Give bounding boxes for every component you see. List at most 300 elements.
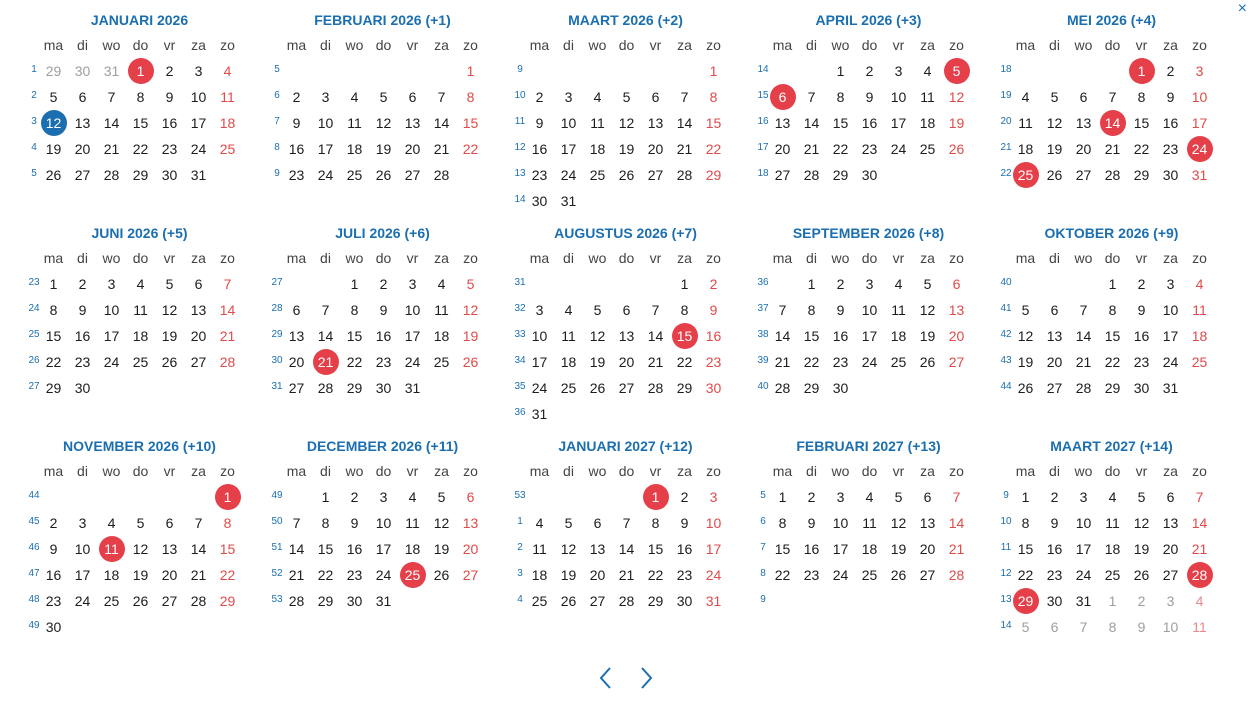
day-cell[interactable]: 24 [375,567,392,583]
day-cell[interactable]: 12 [433,515,450,531]
day-cell[interactable]: 10 [103,302,120,318]
day-cell[interactable]: 5 [1021,619,1030,635]
day-cell[interactable]: 1 [1108,276,1117,292]
day-cell[interactable]: 30 [1133,380,1150,396]
day-cell[interactable]: 29 [647,593,664,609]
day-cell[interactable]: 11 [220,89,235,105]
day-cell[interactable]: 3 [1166,593,1175,609]
day-cell[interactable]: 15 [132,115,149,131]
day-cell[interactable]: 12 [39,110,68,136]
day-cell[interactable]: 25 [560,380,577,396]
day-cell[interactable]: 28 [803,167,820,183]
day-cell[interactable]: 18 [531,567,548,583]
day-cell[interactable]: 9 [1050,515,1059,531]
day-cell[interactable]: 14 [774,328,791,344]
day-cell[interactable]: 16 [1133,328,1150,344]
day-cell[interactable]: 9 [292,115,301,131]
day-cell[interactable]: 30 [1046,593,1063,609]
day-cell[interactable]: 30 [531,193,548,209]
day-cell[interactable]: 20 [774,141,791,157]
day-cell[interactable]: 14 [1075,328,1092,344]
day-cell[interactable]: 7 [292,515,301,531]
month-title[interactable]: JANUARI 2026 [90,12,189,28]
day-cell[interactable]: 24 [861,354,878,370]
day-cell[interactable]: 16 [803,541,820,557]
day-cell[interactable]: 4 [437,276,446,292]
day-cell[interactable]: 2 [78,276,87,292]
day-cell[interactable]: 25 [103,593,120,609]
month-title[interactable]: SEPTEMBER 2026 (+8) [792,225,945,241]
day-cell[interactable]: 29 [132,167,149,183]
day-cell[interactable]: 18 [919,115,936,131]
day-cell[interactable]: 17 [861,328,878,344]
day-cell[interactable]: 27 [647,167,664,183]
day-cell[interactable]: 27 [1046,380,1063,396]
month-title[interactable]: OKTOBER 2026 (+9) [1044,225,1179,241]
day-cell[interactable]: 9 [836,302,845,318]
day-cell[interactable]: 1 [126,58,155,84]
day-cell[interactable]: 8 [807,302,816,318]
day-cell[interactable]: 15 [462,115,479,131]
day-cell[interactable]: 6 [1050,619,1059,635]
day-cell[interactable]: 12 [161,302,178,318]
day-cell[interactable]: 9 [1166,89,1175,105]
day-cell[interactable]: 31 [404,380,421,396]
day-cell[interactable]: 14 [317,328,334,344]
close-button[interactable]: × [1237,0,1247,17]
day-cell[interactable]: 18 [861,541,878,557]
day-cell[interactable]: 24 [404,354,421,370]
day-cell[interactable]: 1 [213,484,242,510]
day-cell[interactable]: 18 [560,354,577,370]
day-cell[interactable]: 13 [647,115,664,131]
day-cell[interactable]: 14 [803,115,820,131]
day-cell[interactable]: 16 [861,115,878,131]
day-cell[interactable]: 11 [590,115,605,131]
day-cell[interactable]: 7 [194,515,203,531]
day-cell[interactable]: 22 [45,354,62,370]
day-cell[interactable]: 9 [709,302,718,318]
day-cell[interactable]: 21 [1191,541,1208,557]
day-cell[interactable]: 3 [535,302,544,318]
day-cell[interactable]: 23 [676,567,693,583]
day-cell[interactable]: 4 [1108,489,1117,505]
day-cell[interactable]: 1 [709,63,718,79]
day-cell[interactable]: 22 [774,567,791,583]
day-cell[interactable]: 5 [923,276,932,292]
day-cell[interactable]: 26 [618,167,635,183]
day-cell[interactable]: 22 [1017,567,1034,583]
day-cell[interactable]: 15 [219,541,236,557]
day-cell[interactable]: 24 [1162,354,1179,370]
month-title[interactable]: JANUARI 2027 (+12) [558,438,693,454]
day-cell[interactable]: 6 [1079,89,1088,105]
day-cell[interactable]: 23 [161,141,178,157]
day-cell[interactable]: 7 [321,302,330,318]
day-cell[interactable]: 23 [832,354,849,370]
day-cell[interactable]: 3 [1195,63,1204,79]
day-cell[interactable]: 8 [1021,515,1030,531]
day-cell[interactable]: 18 [890,328,907,344]
day-cell[interactable]: 24 [74,593,91,609]
day-cell[interactable]: 24 [531,380,548,396]
day-cell[interactable]: 30 [346,593,363,609]
day-cell[interactable]: 5 [593,302,602,318]
day-cell[interactable]: 2 [1137,593,1146,609]
day-cell[interactable]: 15 [705,115,722,131]
day-cell[interactable]: 8 [49,302,58,318]
day-cell[interactable]: 1 [350,276,359,292]
day-cell[interactable]: 23 [705,354,722,370]
day-cell[interactable]: 17 [190,115,207,131]
day-cell[interactable]: 8 [1137,89,1146,105]
day-cell[interactable]: 11 [405,515,420,531]
day-cell[interactable]: 10 [190,89,207,105]
day-cell[interactable]: 28 [1075,380,1092,396]
day-cell[interactable]: 12 [1046,115,1063,131]
day-cell[interactable]: 19 [890,541,907,557]
day-cell[interactable]: 28 [190,593,207,609]
day-cell[interactable]: 5 [1137,489,1146,505]
day-cell[interactable]: 26 [132,593,149,609]
day-cell[interactable]: 4 [535,515,544,531]
day-cell[interactable]: 29 [705,167,722,183]
day-cell[interactable]: 2 [865,63,874,79]
day-cell[interactable]: 6 [651,89,660,105]
day-cell[interactable]: 22 [132,141,149,157]
day-cell[interactable]: 26 [433,567,450,583]
day-cell[interactable]: 6 [1166,489,1175,505]
day-cell[interactable]: 10 [1191,89,1208,105]
day-cell[interactable]: 7 [651,302,660,318]
day-cell[interactable]: 10 [861,302,878,318]
day-cell[interactable]: 23 [375,354,392,370]
day-cell[interactable]: 26 [560,593,577,609]
day-cell[interactable]: 19 [433,541,450,557]
day-cell[interactable]: 21 [803,141,820,157]
day-cell[interactable]: 7 [1079,302,1088,318]
day-cell[interactable]: 1 [1127,58,1156,84]
day-cell[interactable]: 2 [680,489,689,505]
month-title[interactable]: MEI 2026 (+4) [1066,12,1157,28]
day-cell[interactable]: 15 [317,541,334,557]
day-cell[interactable]: 25 [1011,162,1040,188]
day-cell[interactable]: 12 [462,302,479,318]
day-cell[interactable]: 30 [676,593,693,609]
day-cell[interactable]: 16 [531,141,548,157]
day-cell[interactable]: 17 [404,328,421,344]
day-cell[interactable]: 11 [920,89,935,105]
day-cell[interactable]: 13 [404,115,421,131]
day-cell[interactable]: 18 [589,141,606,157]
day-cell[interactable]: 29 [832,167,849,183]
day-cell[interactable]: 13 [161,541,178,557]
day-cell[interactable]: 23 [803,567,820,583]
day-cell[interactable]: 20 [462,541,479,557]
day-cell[interactable]: 21 [676,141,693,157]
day-cell[interactable]: 8 [680,302,689,318]
day-cell[interactable]: 29 [346,380,363,396]
day-cell[interactable]: 28 [647,380,664,396]
day-cell[interactable]: 27 [919,567,936,583]
day-cell[interactable]: 25 [890,354,907,370]
day-cell[interactable]: 17 [103,328,120,344]
day-cell[interactable]: 8 [651,515,660,531]
day-cell[interactable]: 28 [1185,562,1214,588]
day-cell[interactable]: 19 [1017,354,1034,370]
day-cell[interactable]: 15 [647,541,664,557]
day-cell[interactable]: 20 [919,541,936,557]
day-cell[interactable]: 22 [676,354,693,370]
day-cell[interactable]: 29 [803,380,820,396]
day-cell[interactable]: 16 [375,328,392,344]
day-cell[interactable]: 10 [1162,619,1179,635]
day-cell[interactable]: 25 [1104,567,1121,583]
day-cell[interactable]: 6 [194,276,203,292]
day-cell[interactable]: 23 [531,167,548,183]
day-cell[interactable]: 6 [622,302,631,318]
day-cell[interactable]: 4 [593,89,602,105]
day-cell[interactable]: 1 [680,276,689,292]
day-cell[interactable]: 23 [45,593,62,609]
day-cell[interactable]: 2 [836,276,845,292]
day-cell[interactable]: 11 [561,328,576,344]
day-cell[interactable]: 1 [1021,489,1030,505]
day-cell[interactable]: 29 [1011,588,1040,614]
day-cell[interactable]: 5 [437,489,446,505]
day-cell[interactable]: 14 [1098,110,1127,136]
day-cell[interactable]: 19 [589,354,606,370]
day-cell[interactable]: 17 [890,115,907,131]
day-cell[interactable]: 10 [560,115,577,131]
day-cell[interactable]: 4 [223,63,232,79]
month-title[interactable]: APRIL 2026 (+3) [815,12,922,28]
day-cell[interactable]: 26 [375,167,392,183]
day-cell[interactable]: 15 [346,328,363,344]
day-cell[interactable]: 4 [1195,593,1204,609]
day-cell[interactable]: 22 [1104,354,1121,370]
day-cell[interactable]: 14 [103,115,120,131]
day-cell[interactable]: 23 [1133,354,1150,370]
day-cell[interactable]: 28 [948,567,965,583]
day-cell[interactable]: 10 [1075,515,1092,531]
day-cell[interactable]: 24 [1185,136,1214,162]
day-cell[interactable]: 11 [1018,115,1033,131]
day-cell[interactable]: 29 [676,380,693,396]
day-cell[interactable]: 3 [894,63,903,79]
day-cell[interactable]: 12 [560,541,577,557]
day-cell[interactable]: 2 [49,515,58,531]
day-cell[interactable]: 4 [1195,276,1204,292]
day-cell[interactable]: 21 [774,354,791,370]
day-cell[interactable]: 13 [1046,328,1063,344]
day-cell[interactable]: 3 [408,276,417,292]
day-cell[interactable]: 30 [74,63,91,79]
day-cell[interactable]: 5 [942,58,971,84]
day-cell[interactable]: 5 [1050,89,1059,105]
day-cell[interactable]: 21 [948,541,965,557]
day-cell[interactable]: 5 [379,89,388,105]
day-cell[interactable]: 16 [1046,541,1063,557]
day-cell[interactable]: 15 [1017,541,1034,557]
day-cell[interactable]: 14 [647,328,664,344]
day-cell[interactable]: 25 [132,354,149,370]
day-cell[interactable]: 21 [190,567,207,583]
day-cell[interactable]: 17 [560,141,577,157]
month-title[interactable]: FEBRUARI 2026 (+1) [314,12,451,28]
day-cell[interactable]: 18 [346,141,363,157]
prev-button[interactable] [593,664,619,692]
day-cell[interactable]: 3 [379,489,388,505]
day-cell[interactable]: 30 [161,167,178,183]
day-cell[interactable]: 21 [1104,141,1121,157]
day-cell[interactable]: 11 [347,115,362,131]
day-cell[interactable]: 4 [1021,89,1030,105]
day-cell[interactable]: 16 [288,141,305,157]
day-cell[interactable]: 7 [107,89,116,105]
day-cell[interactable]: 13 [462,515,479,531]
day-cell[interactable]: 21 [618,567,635,583]
day-cell[interactable]: 15 [1104,328,1121,344]
day-cell[interactable]: 19 [948,115,965,131]
day-cell[interactable]: 28 [219,354,236,370]
day-cell[interactable]: 8 [836,89,845,105]
day-cell[interactable]: 22 [705,141,722,157]
day-cell[interactable]: 21 [219,328,236,344]
day-cell[interactable]: 12 [375,115,392,131]
day-cell[interactable]: 17 [1075,541,1092,557]
day-cell[interactable]: 22 [803,354,820,370]
day-cell[interactable]: 24 [317,167,334,183]
day-cell[interactable]: 24 [890,141,907,157]
day-cell[interactable]: 14 [676,115,693,131]
day-cell[interactable]: 27 [1162,567,1179,583]
day-cell[interactable]: 25 [219,141,236,157]
day-cell[interactable]: 15 [803,328,820,344]
day-cell[interactable]: 1 [321,489,330,505]
day-cell[interactable]: 24 [1075,567,1092,583]
day-cell[interactable]: 29 [45,63,62,79]
day-cell[interactable]: 19 [919,328,936,344]
day-cell[interactable]: 9 [1137,619,1146,635]
day-cell[interactable]: 18 [1191,328,1208,344]
day-cell[interactable]: 25 [919,141,936,157]
day-cell[interactable]: 6 [1050,302,1059,318]
day-cell[interactable]: 10 [890,89,907,105]
day-cell[interactable]: 9 [78,302,87,318]
day-cell[interactable]: 23 [1046,567,1063,583]
day-cell[interactable]: 13 [919,515,936,531]
day-cell[interactable]: 8 [321,515,330,531]
day-cell[interactable]: 25 [589,167,606,183]
day-cell[interactable]: 28 [433,167,450,183]
day-cell[interactable]: 30 [74,380,91,396]
day-cell[interactable]: 3 [865,276,874,292]
day-cell[interactable]: 19 [462,328,479,344]
day-cell[interactable]: 29 [219,593,236,609]
day-cell[interactable]: 21 [1075,354,1092,370]
day-cell[interactable]: 10 [317,115,334,131]
day-cell[interactable]: 3 [1166,276,1175,292]
day-cell[interactable]: 26 [919,354,936,370]
day-cell[interactable]: 2 [292,89,301,105]
day-cell[interactable]: 5 [165,276,174,292]
day-cell[interactable]: 26 [890,567,907,583]
day-cell[interactable]: 16 [1162,115,1179,131]
day-cell[interactable]: 22 [1133,141,1150,157]
day-cell[interactable]: 27 [161,593,178,609]
day-cell[interactable]: 11 [891,302,906,318]
day-cell[interactable]: 11 [97,536,126,562]
day-cell[interactable]: 11 [1192,619,1207,635]
day-cell[interactable]: 19 [132,567,149,583]
day-cell[interactable]: 13 [1162,515,1179,531]
day-cell[interactable]: 6 [923,489,932,505]
day-cell[interactable]: 26 [1133,567,1150,583]
day-cell[interactable]: 22 [317,567,334,583]
day-cell[interactable]: 29 [45,380,62,396]
day-cell[interactable]: 12 [890,515,907,531]
day-cell[interactable]: 27 [190,354,207,370]
day-cell[interactable]: 31 [103,63,120,79]
day-cell[interactable]: 21 [647,354,664,370]
day-cell[interactable]: 16 [74,328,91,344]
day-cell[interactable]: 2 [1137,276,1146,292]
day-cell[interactable]: 27 [774,167,791,183]
day-cell[interactable]: 7 [680,89,689,105]
day-cell[interactable]: 12 [1017,328,1034,344]
day-cell[interactable]: 29 [1104,380,1121,396]
day-cell[interactable]: 13 [288,328,305,344]
day-cell[interactable]: 25 [433,354,450,370]
day-cell[interactable]: 24 [560,167,577,183]
day-cell[interactable]: 19 [560,567,577,583]
day-cell[interactable]: 25 [861,567,878,583]
day-cell[interactable]: 8 [350,302,359,318]
day-cell[interactable]: 16 [832,328,849,344]
day-cell[interactable]: 17 [317,141,334,157]
day-cell[interactable]: 16 [676,541,693,557]
next-button[interactable] [633,664,659,692]
day-cell[interactable]: 7 [622,515,631,531]
day-cell[interactable]: 27 [462,567,479,583]
day-cell[interactable]: 30 [1162,167,1179,183]
day-cell[interactable]: 21 [311,349,340,375]
day-cell[interactable]: 5 [564,515,573,531]
day-cell[interactable]: 26 [589,380,606,396]
day-cell[interactable]: 17 [832,541,849,557]
day-cell[interactable]: 8 [709,89,718,105]
day-cell[interactable]: 9 [1137,302,1146,318]
day-cell[interactable]: 24 [705,567,722,583]
day-cell[interactable]: 26 [45,167,62,183]
day-cell[interactable]: 5 [466,276,475,292]
day-cell[interactable]: 1 [778,489,787,505]
day-cell[interactable]: 23 [1162,141,1179,157]
day-cell[interactable]: 30 [375,380,392,396]
day-cell[interactable]: 8 [466,89,475,105]
day-cell[interactable]: 13 [190,302,207,318]
day-cell[interactable]: 2 [350,489,359,505]
day-cell[interactable]: 2 [379,276,388,292]
day-cell[interactable]: 3 [564,89,573,105]
day-cell[interactable]: 24 [103,354,120,370]
day-cell[interactable]: 28 [774,380,791,396]
day-cell[interactable]: 18 [132,328,149,344]
day-cell[interactable]: 23 [346,567,363,583]
day-cell[interactable]: 2 [1050,489,1059,505]
day-cell[interactable]: 4 [894,276,903,292]
